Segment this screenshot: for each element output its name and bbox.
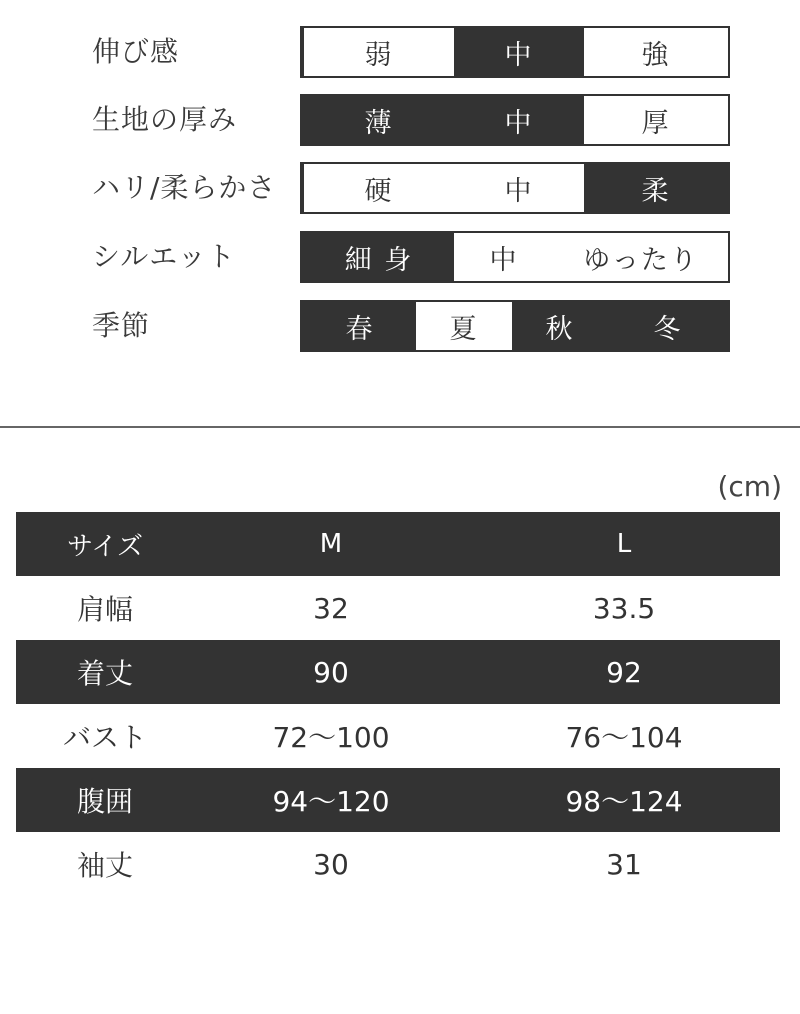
table-cell: 76〜104 <box>565 721 683 754</box>
scale-cell: 柔 <box>584 164 728 212</box>
table-cell: 肩幅 <box>76 593 133 626</box>
table-cell: 袖丈 <box>76 849 133 882</box>
scale-cell: 中 <box>454 96 584 144</box>
attribute-row-firmness <box>0 162 800 214</box>
scale-cell: 夏 <box>416 302 512 350</box>
scale-cell: 薄 <box>304 96 454 144</box>
section-divider <box>0 426 800 428</box>
attribute-row-stretch <box>0 26 800 78</box>
table-cell: バスト <box>62 721 147 754</box>
attribute-scale <box>300 300 730 352</box>
attribute-scale <box>300 26 730 78</box>
attribute-row-thickness <box>0 94 800 146</box>
scale-cell: ゆったり <box>554 233 728 281</box>
attribute-label: 伸び感 <box>92 35 180 68</box>
scale-cell: 春 <box>304 302 416 350</box>
table-cell: 94〜120 <box>272 785 390 818</box>
scale-cell: 中 <box>454 28 584 76</box>
table-cell: 72〜100 <box>272 721 390 754</box>
table-cell: 33.5 <box>592 591 656 625</box>
table-cell: 30 <box>313 847 349 881</box>
header-cell: M <box>319 529 343 559</box>
unit-label: (cm) <box>717 470 782 503</box>
table-cell: 腹囲 <box>76 785 133 818</box>
attribute-scale <box>300 162 730 214</box>
attribute-row-season <box>0 300 800 352</box>
scale-cell: 冬 <box>608 302 728 350</box>
scale-cell: 細 身 <box>304 233 454 281</box>
attribute-row-silhouette <box>0 231 800 283</box>
attribute-label: 季節 <box>92 309 151 342</box>
table-row <box>16 704 780 768</box>
scale-cell: 硬 <box>304 164 454 212</box>
table-row <box>16 768 780 832</box>
table-header <box>16 512 780 576</box>
scale-cell: 弱 <box>304 28 454 76</box>
table-cell: 31 <box>606 847 642 881</box>
scale-cell: 秋 <box>512 302 608 350</box>
table-row <box>16 832 780 896</box>
attribute-scale <box>300 94 730 146</box>
scale-cell: 中 <box>454 233 554 281</box>
scale-cell: 厚 <box>584 96 728 144</box>
attribute-scale <box>300 231 730 283</box>
table-row <box>16 640 780 704</box>
header-cell: サイズ <box>67 531 143 562</box>
table-cell: 98〜124 <box>565 785 683 818</box>
header-cell: L <box>616 529 632 559</box>
scale-cell: 中 <box>454 164 584 212</box>
size-table <box>16 512 780 896</box>
attribute-label: ハリ/柔らかさ <box>92 171 277 204</box>
attribute-label: 生地の厚み <box>92 103 238 136</box>
scale-cell: 強 <box>584 28 728 76</box>
attribute-label: シルエット <box>92 240 236 273</box>
table-cell: 着丈 <box>76 657 133 690</box>
table-cell: 92 <box>606 655 642 689</box>
table-row <box>16 576 780 640</box>
table-cell: 32 <box>313 591 349 625</box>
table-cell: 90 <box>313 655 349 689</box>
